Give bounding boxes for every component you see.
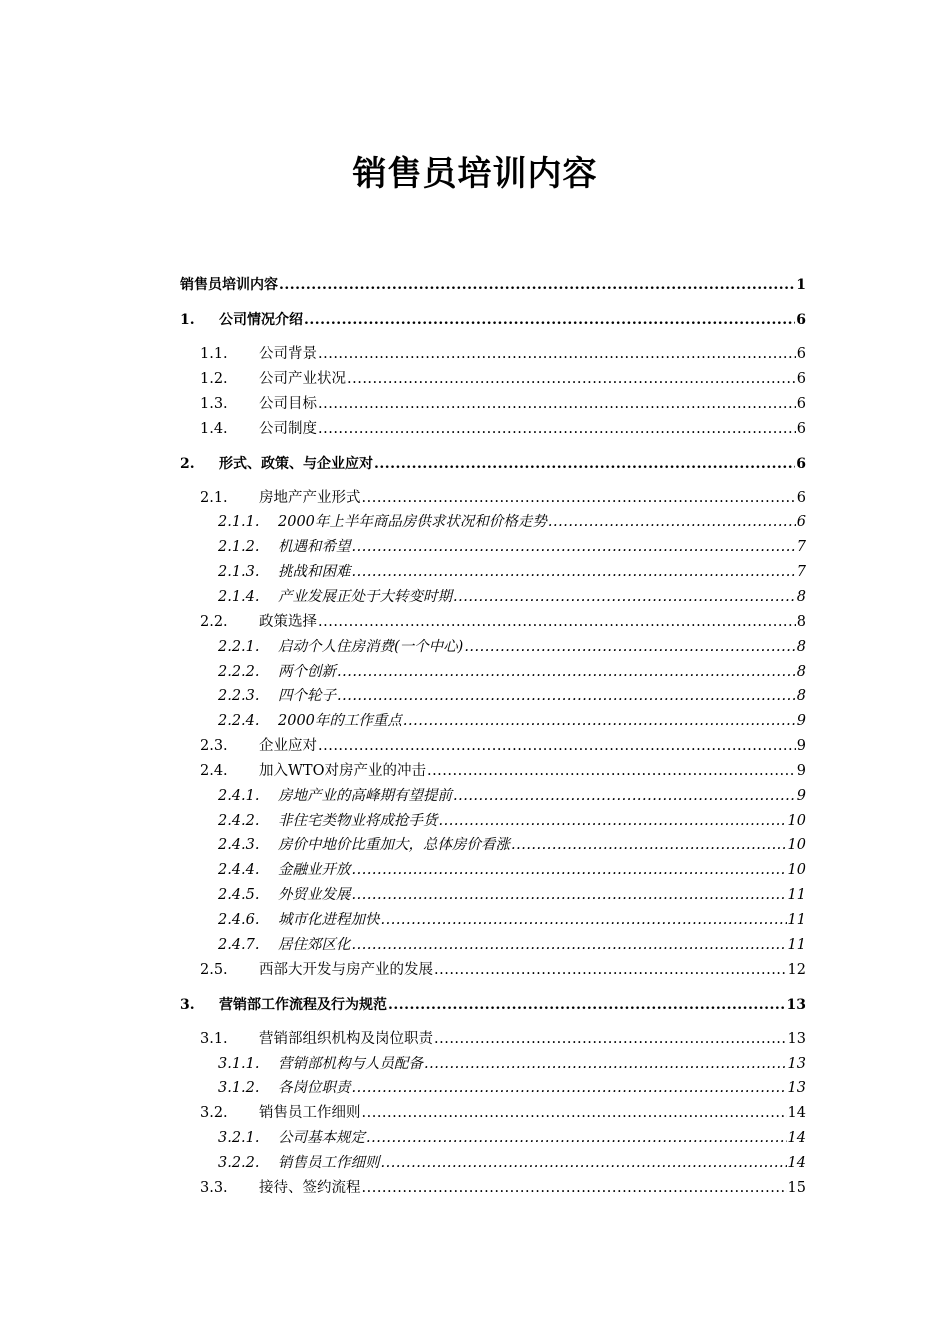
toc-entry-title: 2000年的工作重点 [278,713,402,730]
toc-entry-title: 金融业开放 [278,862,351,879]
toc-entry-page: 7 [796,539,806,556]
toc-entry-title: 挑战和困难 [278,564,351,581]
toc-entry-title: 政策选择 [259,613,317,630]
toc-entry-number: 2.4.2. [218,812,260,829]
toc-entry-number: 3.1.1. [218,1055,260,1072]
toc-leader-dots [453,586,796,608]
toc-entry-number: 2.2. [200,613,228,630]
toc-entry[interactable] [180,909,806,931]
toc-entry-title: 公司背景 [259,346,317,362]
toc-entry-title: 房地产业的高峰期有望提前 [278,787,452,804]
toc-entry[interactable] [180,274,806,296]
toc-entry[interactable] [180,1077,806,1099]
toc-entry[interactable] [180,884,806,906]
toc-leader-dots [352,884,787,906]
toc-entry-title: 形式、政策、与企业应对 [219,455,373,472]
toc-entry[interactable] [180,536,806,558]
toc-entry-title: 四个轮子 [278,688,336,705]
toc-entry-page: 12 [787,961,806,978]
toc-entry[interactable] [180,1177,806,1199]
toc-entry-title: 城市化进程加快 [278,912,380,928]
toc-entry-page: 6 [796,420,806,437]
toc-entry-number: 2.2.2. [218,663,260,680]
toc-entry-page: 13 [787,1030,806,1047]
toc-entry[interactable] [180,959,806,981]
toc-entry-page: 10 [787,812,806,829]
toc-leader-dots [381,909,787,931]
toc-entry-title: 启动个人住房消费(一个中心) [278,638,464,655]
toc-entry-title: 加入WTO对房产业的冲击 [259,762,426,779]
toc-leader-dots [318,343,796,365]
toc-entry-number: 2.4.5. [218,887,260,904]
toc-leader-dots [318,735,796,757]
toc-leader-dots [362,1102,787,1124]
toc-leader-dots [318,611,796,633]
toc-leader-dots [424,1053,787,1075]
toc-entry-title: 接待、签约流程 [259,1179,361,1196]
toc-entry-number: 2.1.2. [218,539,260,556]
toc-entry-page: 8 [796,688,806,705]
toc-entry[interactable] [180,710,806,732]
toc-entry-page: 14 [787,1105,806,1122]
toc-leader-dots [318,418,796,440]
toc-leader-dots [427,760,796,782]
toc-entry-page: 9 [796,738,806,755]
toc-leader-dots [374,453,795,475]
toc-entry-number: 1.3. [200,395,228,412]
toc-entry-page: 14 [787,1154,806,1171]
toc-entry-page: 1 [796,277,806,293]
toc-entry-page: 13 [787,1055,806,1072]
toc-entry-title: 公司基本规定 [278,1130,365,1147]
toc-entry-title: 两个创新 [278,663,336,680]
toc-entry-page: 7 [796,564,806,581]
toc-entry-page: 11 [787,887,806,904]
toc-leader-dots [352,1077,787,1099]
document-title: 销售员培训内容 [352,154,598,194]
toc-entry[interactable] [180,785,806,807]
toc-entry-title: 外贸业发展 [278,887,351,904]
toc-entry[interactable] [180,1152,806,1174]
toc-entry-number: 3. [180,996,195,1013]
toc-entry-page: 8 [796,588,806,605]
toc-entry-number: 2.2.1. [218,638,260,655]
toc-entry[interactable] [180,393,806,415]
toc-entry-title: 西部大开发与房产业的发展 [259,961,433,978]
toc-entry-number: 2.4.6. [218,912,260,928]
toc-entry-number: 3.1. [200,1030,228,1047]
toc-entry-page: 8 [796,663,806,680]
toc-leader-dots [318,393,796,415]
toc-entry[interactable] [180,368,806,390]
toc-leader-dots [453,785,796,807]
toc-entry[interactable] [180,685,806,707]
toc-entry[interactable] [180,511,806,533]
toc-entry[interactable] [180,1127,806,1149]
toc-leader-dots [337,661,796,683]
toc-entry-number: 3.2. [200,1105,228,1122]
toc-entry-number: 3.2.2. [218,1154,260,1171]
toc-entry-page: 8 [796,613,806,630]
toc-entry-page: 11 [787,912,806,928]
toc-leader-dots [352,561,796,583]
toc-entry[interactable] [180,453,806,475]
toc-entry-title: 居住郊区化 [278,936,351,953]
toc-entry[interactable] [180,309,806,331]
toc-entry[interactable] [180,1028,806,1050]
toc-entry-number: 2.1.1. [218,514,260,531]
toc-entry[interactable] [180,661,806,683]
toc-entry-number: 2.4.4. [218,862,260,879]
toc-entry-title: 营销部工作流程及行为规范 [219,996,387,1013]
toc-entry[interactable] [180,934,806,956]
toc-entry-page: 10 [787,862,806,879]
toc-entry-page: 14 [787,1130,806,1147]
toc-entry-number: 2.2.3. [218,688,260,705]
toc-entry-number: 2.2.4. [218,713,260,730]
toc-leader-dots [304,309,795,331]
toc-entry[interactable] [180,561,806,583]
toc-entry[interactable] [180,586,806,608]
toc-entry-title: 公司目标 [259,395,317,412]
toc-entry-page: 6 [796,455,806,472]
toc-leader-dots [337,685,796,707]
toc-leader-dots [366,1127,787,1149]
toc-entry-page: 8 [796,638,806,655]
toc-leader-dots [347,368,796,390]
toc-entry-page: 13 [786,996,806,1013]
toc-entry[interactable] [180,994,806,1016]
toc-entry[interactable] [180,611,806,633]
toc-leader-dots [511,834,787,856]
toc-entry-title: 销售员培训内容 [180,277,278,293]
toc-leader-dots [439,810,787,832]
toc-entry-page: 6 [796,346,806,362]
toc-entry-title: 产业发展正处于大转变时期 [278,588,452,605]
toc-entry-number: 3.1.2. [218,1080,260,1097]
toc-entry-number: 1. [180,312,195,328]
toc-entry-number: 2.1. [200,489,228,506]
toc-entry[interactable] [180,1053,806,1075]
toc-entry-title: 公司制度 [259,420,317,437]
toc-leader-dots [464,636,795,658]
toc-entry-title: 公司产业状况 [259,370,346,387]
toc-entry-page: 6 [796,312,806,328]
toc-entry-title: 营销部组织机构及岗位职责 [259,1030,433,1047]
toc-leader-dots [362,487,796,509]
toc-entry[interactable] [180,636,806,658]
toc-entry-title: 非住宅类物业将成抢手货 [278,812,438,829]
toc-leader-dots [381,1152,787,1174]
toc-entry-title: 2000年上半年商品房供求状况和价格走势 [278,514,547,531]
toc-entry-number: 1.2. [200,370,228,387]
toc-leader-dots [388,994,786,1016]
toc-entry-page: 6 [796,370,806,387]
toc-entry-number: 2.4.7. [218,936,260,953]
toc-leader-dots [352,934,787,956]
toc-entry-title: 各岗位职责 [278,1080,351,1097]
toc-entry-title: 房地产产业形式 [259,489,361,506]
toc-entry-title: 机遇和希望 [278,539,351,556]
toc-entry-page: 15 [787,1179,806,1196]
toc-entry-page: 9 [796,787,806,804]
toc-entry-number: 2.4.3. [218,837,260,854]
toc-entry[interactable] [180,760,806,782]
toc-entry[interactable] [180,859,806,881]
toc-entry-number: 2.4.1. [218,787,260,804]
toc-entry-page: 6 [796,489,806,506]
toc-leader-dots [362,1177,787,1199]
toc-leader-dots [403,710,796,732]
toc-leader-dots [279,274,795,296]
toc-entry-number: 1.4. [200,420,228,437]
toc-entry-number: 2. [180,455,195,472]
toc-leader-dots [548,511,796,533]
toc-entry-number: 2.1.4. [218,588,260,605]
toc-entry-page: 11 [787,936,806,953]
toc-entry[interactable] [180,343,806,365]
toc-entry-title: 企业应对 [259,738,317,755]
toc-entry-number: 2.4. [200,762,228,779]
toc-entry-page: 6 [796,514,806,531]
toc-entry-number: 1.1. [200,346,228,362]
toc-entry-title: 销售员工作细则 [259,1105,361,1122]
toc-entry-title: 公司情况介绍 [219,312,303,328]
toc-entry-title: 房价中地价比重加大，总体房价看涨 [278,837,510,854]
toc-entry[interactable] [180,735,806,757]
toc-entry-page: 10 [787,837,806,854]
toc-entry[interactable] [180,1102,806,1124]
toc-leader-dots [352,536,796,558]
toc-leader-dots [434,959,787,981]
toc-entry-number: 3.3. [200,1179,228,1196]
toc-entry-page: 13 [787,1080,806,1097]
toc-entry[interactable] [180,834,806,856]
toc-entry-number: 2.5. [200,961,228,978]
toc-entry[interactable] [180,418,806,440]
toc-entry-number: 2.1.3. [218,564,260,581]
toc-entry-page: 9 [796,762,806,779]
toc-entry-page: 9 [796,713,806,730]
toc-leader-dots [434,1028,787,1050]
toc-entry-title: 营销部机构与人员配备 [278,1055,423,1072]
toc-entry[interactable] [180,487,806,509]
toc-leader-dots [352,859,787,881]
toc-entry[interactable] [180,810,806,832]
toc-entry-page: 6 [796,395,806,412]
toc-entry-number: 2.3. [200,738,228,755]
toc-entry-number: 3.2.1. [218,1130,260,1147]
toc-entry-title: 销售员工作细则 [278,1154,380,1171]
